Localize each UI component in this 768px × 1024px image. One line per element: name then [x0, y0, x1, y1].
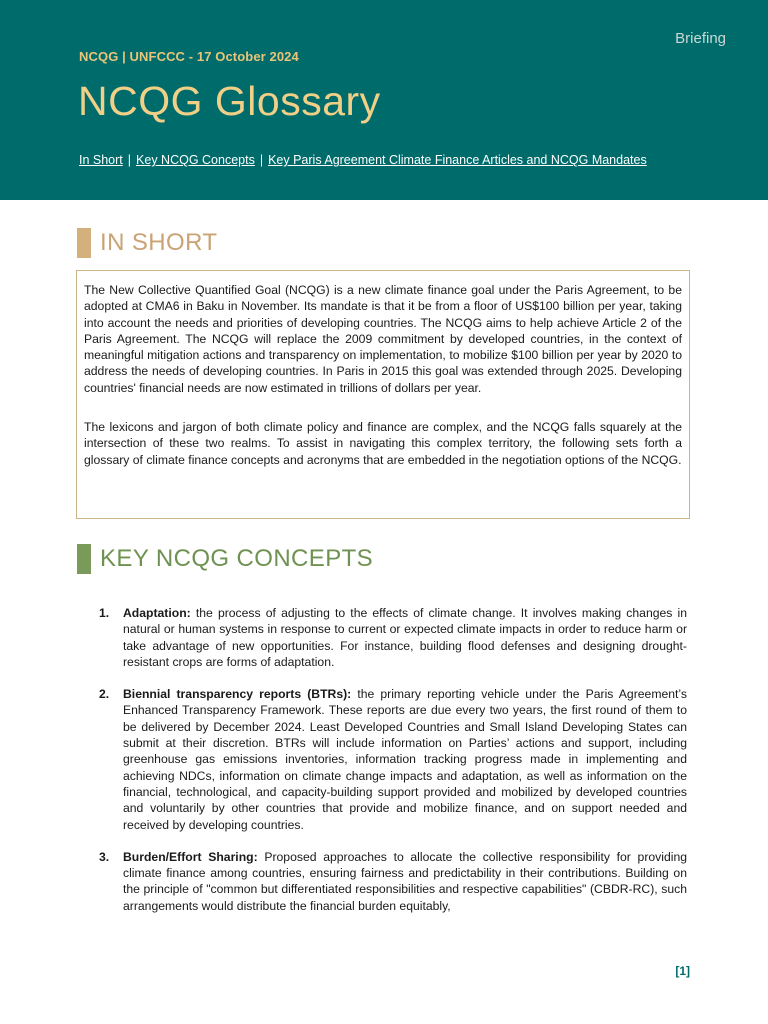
- in-short-box: [76, 270, 690, 519]
- concept-definition: the primary reporting vehicle under the Paris Agreement’s Enhanced Transparency Framework. These reports are due every two years, the first round of them to be delivered by December 2024. Least Developed Countries and Small Island Developing States can submit at their discretion. BTRs will include information on Parties’ actions and support, including greenhouse gas emissions inventories, information tracking progress made in implementing and achieving NDCs, information on climate change impacts and adaptation, as well as information on the financial, technological, and capacity-building support provided and mobilized by developed countries and voluntarily by other countries that provide and mobilize finance, and on support needed and received by developing countries.: [123, 687, 687, 832]
- concept-item: [99, 605, 687, 670]
- concept-term: Adaptation:: [123, 606, 191, 620]
- link-key-ncqg-concepts[interactable]: Key NCQG Concepts: [136, 153, 255, 167]
- concepts-list: [99, 605, 687, 930]
- concept-number: 1.: [99, 606, 110, 620]
- page-number: [1]: [675, 964, 690, 978]
- concept-number: 2.: [99, 687, 110, 702]
- document-type-label: Briefing: [675, 30, 726, 47]
- concept-number: 3.: [99, 849, 110, 864]
- in-short-paragraph: The New Collective Quantified Goal (NCQG) is a new climate finance goal under the Paris Agreement, to be adopted at CMA6 in Baku in November. Its mandate is that it be from a floor of US$100 billion per year, taking into account the needs and priorities of developing countries. The NCQG aims to help achieve Article 2 of the Paris Agreement. The NCQG will replace the 2009 commitment by developed countries, in the context of meaningful mitigation actions and transparency on implementation, to mobilize $100 billion per year by 2020 to address the needs of developing countries. In Paris in 2015 this goal was extended through 2025. Developing countries' financial needs are now estimated in trillions of dollars per year.: [84, 283, 682, 395]
- concept-definition: Proposed approaches to allocate the collective responsibility for providing climate finance among countries, ensuring fairness and predictability in their contributions. Building on the principle of "common but differentiated responsibilities and respective capabilities" (CBDR-RC), such arrangements would distribute the financial burden equitably,: [123, 849, 688, 913]
- header-banner: [0, 0, 768, 200]
- concept-definition: the process of adjusting to the effects of climate change. It involves making changes in natural or human systems in response to current or expected climate impacts in order to reduce harm or take advantage of new opportunities. For instance, building flood defenses and designing drought-resistant crops are forms of adaptation.: [123, 606, 687, 669]
- link-paris-agreement-articles[interactable]: Key Paris Agreement Climate Finance Articles and NCQG Mandates: [268, 153, 647, 167]
- concept-body: [123, 849, 687, 914]
- link-separator: |: [259, 153, 264, 167]
- section-links: [79, 153, 647, 167]
- concepts-heading: [77, 544, 373, 574]
- concept-body: [123, 605, 687, 670]
- heading-accent-bar: [77, 544, 91, 574]
- concepts-title: KEY NCQG CONCEPTS: [100, 545, 374, 572]
- page-title: NCQG Glossary: [78, 78, 381, 124]
- document-meta: NCQG | UNFCCC - 17 October 2024: [79, 49, 299, 64]
- concept-item: [99, 849, 687, 914]
- concept-item: [99, 686, 687, 833]
- concept-body: [123, 686, 687, 833]
- link-separator: |: [127, 153, 132, 167]
- concept-term: Biennial transparency reports (BTRs):: [123, 687, 352, 702]
- in-short-title: IN SHORT: [100, 229, 218, 256]
- in-short-heading: [77, 228, 217, 258]
- in-short-paragraph: The lexicons and jargon of both climate policy and finance are complex, and the NCQG falls squarely at the intersection of these two realms. To assist in navigating this complex territory, the following sets forth a glossary of climate finance concepts and acronyms that are embedded in the negotiation options of the NCQG.: [84, 420, 682, 467]
- heading-accent-bar: [77, 228, 91, 258]
- concept-term: Burden/Effort Sharing:: [123, 849, 258, 864]
- link-in-short[interactable]: In Short: [79, 153, 123, 167]
